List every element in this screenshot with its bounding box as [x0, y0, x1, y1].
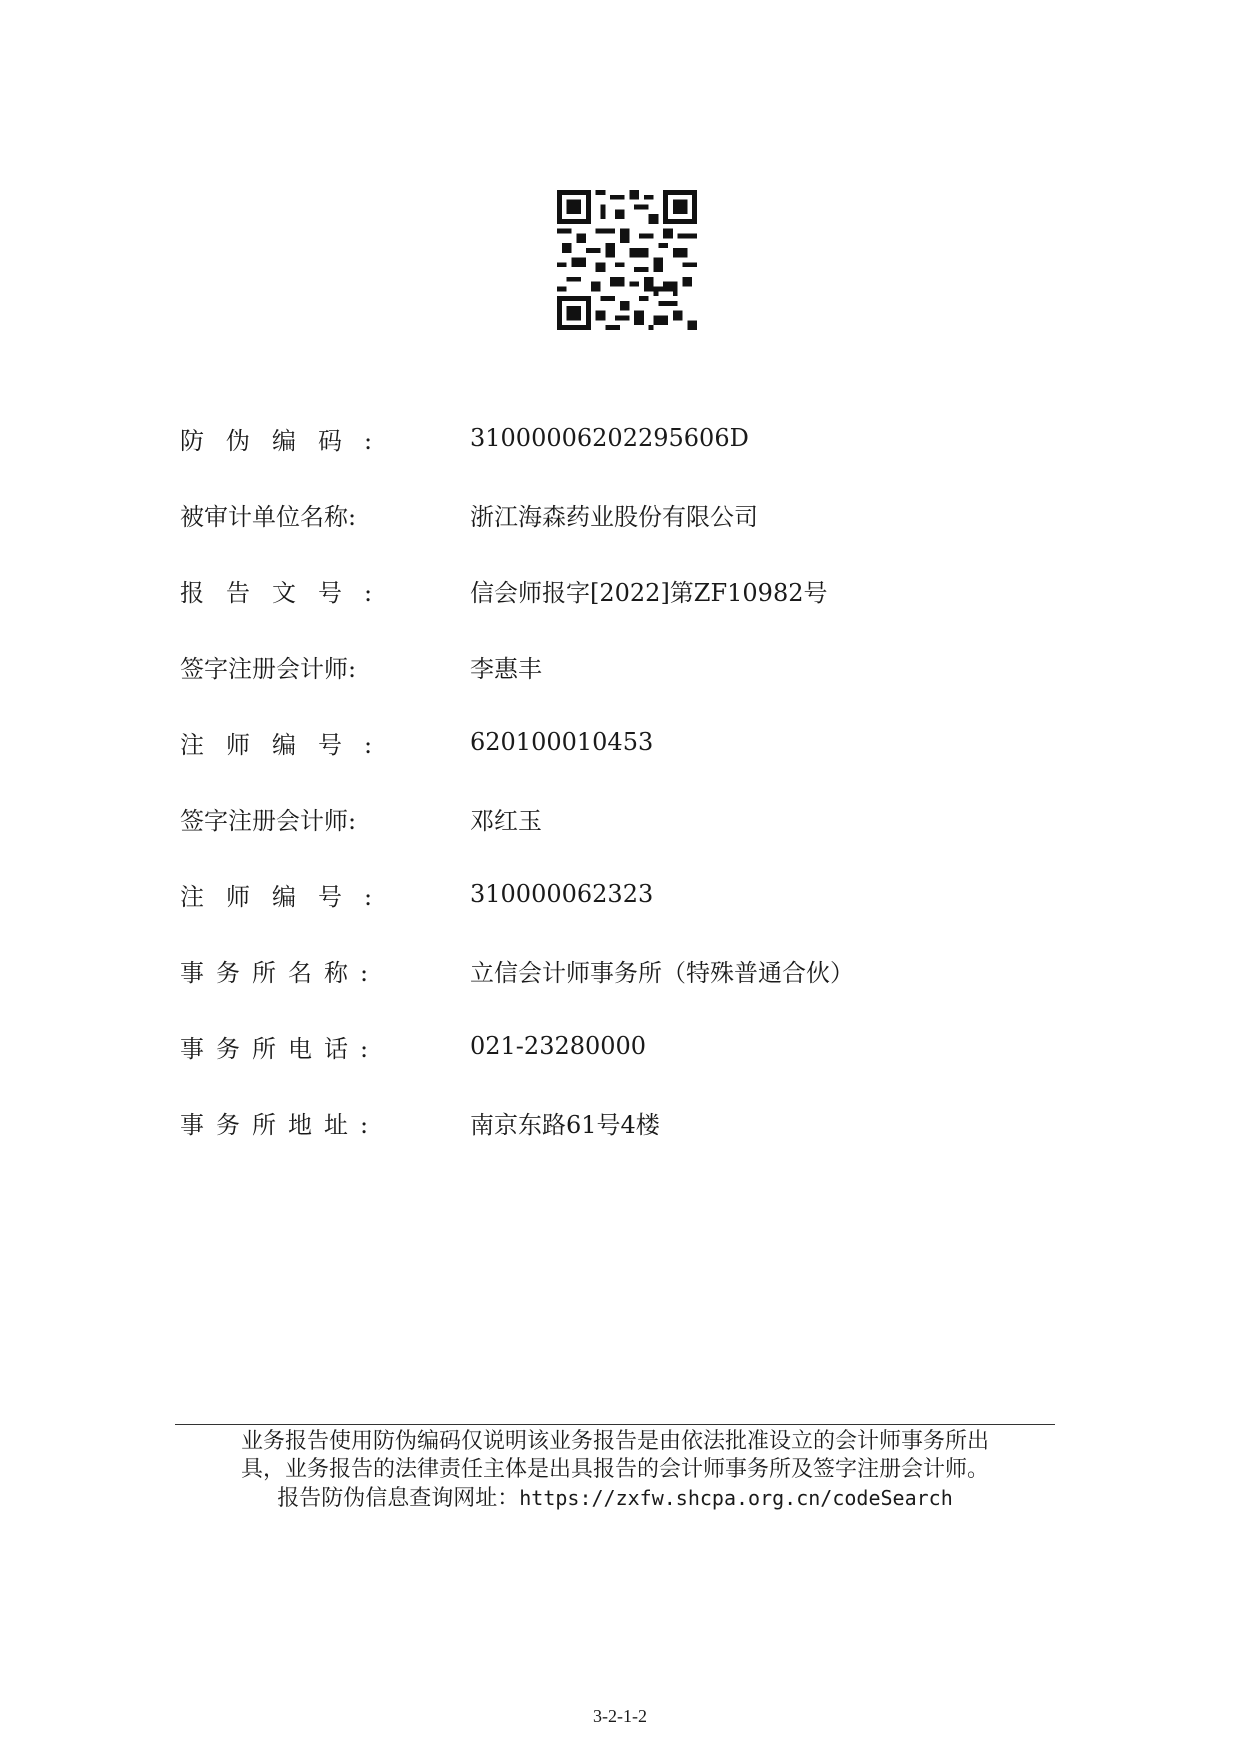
- field-label: 签字注册会计师:: [180, 806, 357, 835]
- field-value: 李惠丰: [470, 654, 542, 683]
- field-firm-phone: [180, 1008, 1080, 1084]
- field-value: 邓红玉: [470, 806, 542, 835]
- field-signing-cpa-2: [180, 780, 1080, 856]
- qr-code-icon: [557, 190, 697, 330]
- field-audited-entity: [180, 476, 1080, 552]
- field-label: 事务所名称:: [180, 958, 381, 987]
- field-firm-name: [180, 932, 1080, 1008]
- field-value: 021-23280000: [470, 1032, 647, 1060]
- field-value: 620100010453: [470, 728, 654, 756]
- field-value: 信会师报字[2022]第ZF10982号: [470, 578, 828, 607]
- footer-url-prefix: 报告防伪信息查询网址：: [277, 1486, 520, 1511]
- field-cpa-number-1: [180, 704, 1080, 780]
- field-value: 310000062323: [470, 880, 654, 908]
- footer-line-3: [175, 1484, 1055, 1513]
- footer-line-1: 业务报告使用防伪编码仅说明该业务报告是由依法批准设立的会计师事务所出: [240, 1429, 989, 1454]
- footer-note: [175, 1428, 1055, 1513]
- field-label: 防伪编码:: [180, 426, 395, 455]
- field-label: 被审计单位名称:: [180, 502, 357, 531]
- field-label: 签字注册会计师:: [180, 654, 357, 683]
- field-value: 立信会计师事务所（特殊普通合伙）: [470, 958, 854, 987]
- field-label: 注师编号:: [180, 882, 395, 911]
- field-value: 浙江海森药业股份有限公司: [470, 502, 758, 531]
- report-info-list: [180, 400, 1080, 1160]
- field-report-number: [180, 552, 1080, 628]
- field-label: 事务所电话:: [180, 1034, 381, 1063]
- field-anti-counterfeit-code: [180, 400, 1080, 476]
- field-value: 31000006202295606D: [470, 424, 749, 452]
- footer-line-2: 具，业务报告的法律责任主体是出具报告的会计师事务所及签字注册会计师。: [240, 1457, 989, 1482]
- footer-url[interactable]: https://zxfw.shcpa.org.cn/codeSearch: [519, 1486, 953, 1510]
- field-label: 注师编号:: [180, 730, 395, 759]
- footer-divider: [175, 1424, 1055, 1425]
- field-firm-address: [180, 1084, 1080, 1160]
- field-label: 事务所地址:: [180, 1110, 381, 1139]
- field-signing-cpa-1: [180, 628, 1080, 704]
- field-value: 南京东路61号4楼: [470, 1110, 660, 1139]
- field-cpa-number-2: [180, 856, 1080, 932]
- page-number: 3-2-1-2: [593, 1706, 647, 1726]
- field-label: 报告文号:: [180, 578, 395, 607]
